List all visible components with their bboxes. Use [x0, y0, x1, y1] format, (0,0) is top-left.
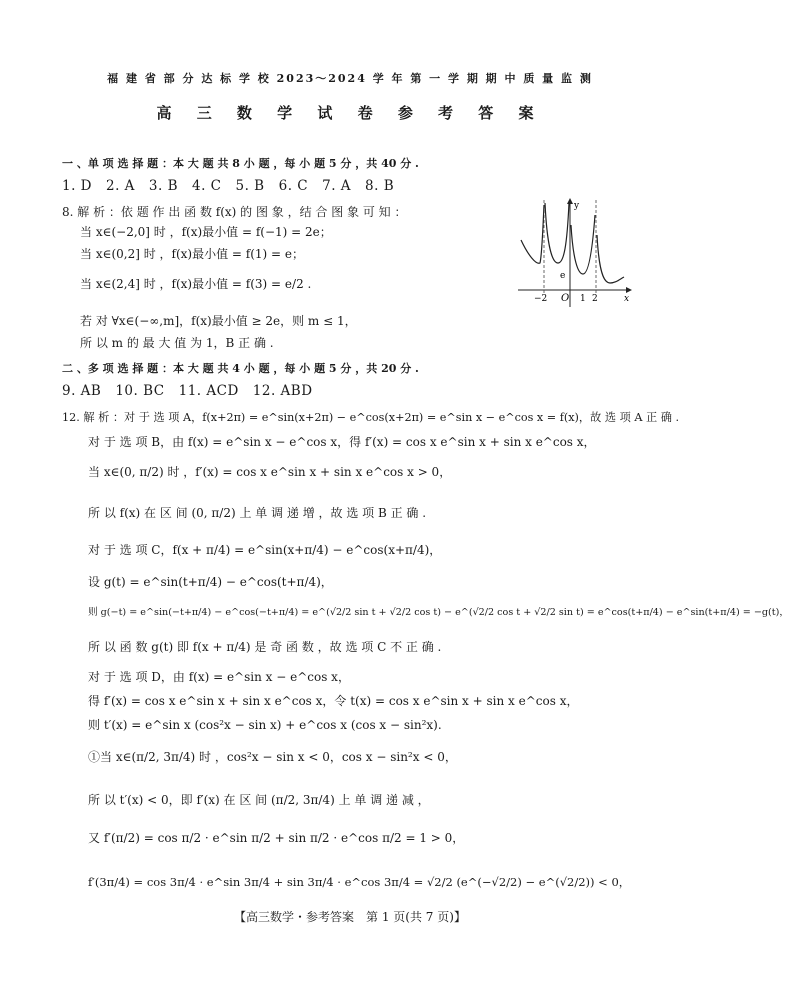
x-axis-arrow-icon: [626, 287, 632, 293]
q12-line-6: 设 g(t) = e^sin(t+π/4) − e^cos(t+π/4)，: [88, 575, 333, 589]
section-1-heading: 一 、单 项 选 择 题 ：本 大 题 共 8 小 题 ，每 小 题 5 分 ，共 40 分 .: [62, 157, 419, 170]
answers-9-12: 9. AB 10. BC 11. ACD 12. ABD: [62, 383, 313, 399]
q12-line-15: f′(3π/4) = cos 3π/4 · e^sin 3π/4 + sin 3π/4 · e^cos 3π/4 = √2/2 (e^(−√2/2) − e^(√2/2)) < 0，: [88, 875, 631, 889]
q8-line-5: 若 对 ∀x∈(−∞,m]，f(x)最小值 ≥ 2e，则 m ≤ 1，: [80, 314, 357, 328]
q12-line-5: 对 于 选 项 C，f(x + π/4) = e^sin(x+π/4) − e^cos(x+π/4)，: [88, 543, 442, 557]
section-2-heading: 二 、多 项 选 择 题 ：本 大 题 共 4 小 题 ，每 小 题 5 分 ，共 20 分 .: [62, 362, 419, 375]
curve-segment-4: [597, 235, 624, 283]
q12-line-12: ①当 x∈(π/2, 3π/4) 时 ，cos²x − sin x < 0，cos x − sin²x < 0，: [88, 750, 457, 764]
q12-line-11: 则 t′(x) = e^sin x (cos²x − sin x) + e^cos x (cos x − sin²x).: [88, 718, 442, 732]
graph-tick-minus-2: −2: [534, 294, 548, 304]
q8-line-6: 所 以 m 的 最 大 值 为 1，B 正 确 .: [80, 336, 274, 350]
exam-header: 福 建 省 部 分 达 标 学 校 2023～2024 学 年 第 一 学 期 期 中 质 量 监 测: [107, 72, 593, 85]
curve-segment-2: [545, 203, 569, 263]
graph-origin-label: O: [561, 293, 570, 304]
q12-line-8: 所 以 函 数 g(t) 即 f(x + π/4) 是 奇 函 数 ，故 选 项 C 不 正 确 .: [88, 640, 442, 654]
q12-line-2: 对 于 选 项 B，由 f(x) = e^sin x − e^cos x，得 f′(x) = cos x e^sin x + sin x e^cos x，: [88, 435, 596, 449]
q12-line-7: 则 g(−t) = e^sin(−t+π/4) − e^cos(−t+π/4) = e^(√2/2 sin t + √2/2 cos t) − e^(√2/2 cos t + √2/2 sin t) = e^cos(t+π/4) − e^sin(t+π/4) = −g(t)，: [88, 607, 789, 618]
q12-line-4: 所 以 f(x) 在 区 间 (0, π/2) 上 单 调 递 增 ，故 选 项 B 正 确 .: [88, 506, 427, 520]
graph-y-label: y: [574, 201, 580, 211]
y-axis-arrow-icon: [567, 198, 573, 204]
q8-line-4: 当 x∈(2,4] 时 ，f(x)最小值 = f(3) = e/2 .: [80, 277, 312, 291]
graph-x-label: x: [624, 294, 630, 304]
q8-line-1: 8. 解 析 ：依 题 作 出 函 数 f(x) 的 图 象 ，结 合 图 象 可 知 ：: [62, 205, 407, 219]
graph-e-label: e: [560, 271, 566, 281]
page-title: 高 三 数 学 试 卷 参 考 答 案: [156, 104, 544, 122]
function-graph: [516, 195, 634, 310]
q8-line-2: 当 x∈(−2,0] 时 ，f(x)最小值 = f(−1) = 2e；: [80, 225, 332, 239]
q12-line-9: 对 于 选 项 D，由 f(x) = e^sin x − e^cos x，: [88, 670, 350, 684]
q12-line-14: 又 f′(π/2) = cos π/2 · e^sin π/2 + sin π/2 · e^cos π/2 = 1 > 0，: [88, 831, 465, 845]
curve-segment-3: [571, 215, 595, 274]
q8-line-3: 当 x∈(0,2] 时 ，f(x)最小值 = f(1) = e；: [80, 247, 305, 261]
q12-line-3: 当 x∈(0, π/2) 时 ，f′(x) = cos x e^sin x + sin x e^cos x > 0，: [88, 465, 452, 479]
q12-line-10: 得 f′(x) = cos x e^sin x + sin x e^cos x，令 t(x) = cos x e^sin x + sin x e^cos x，: [88, 694, 579, 708]
q12-line-13: 所 以 t′(x) < 0，即 f′(x) 在 区 间 (π/2, 3π/4) 上 单 调 递 减 ，: [88, 793, 430, 807]
page-footer: 【高三数学・参考答案 第 1 页(共 7 页)】: [234, 910, 466, 924]
graph-tick-2: 2: [592, 294, 598, 304]
graph-tick-1: 1: [580, 294, 586, 304]
answers-1-8: 1. D 2. A 3. B 4. C 5. B 6. C 7. A 8. B: [62, 178, 395, 194]
curve-segment-1: [521, 205, 544, 263]
q12-line-1: 12. 解 析 ：对 于 选 项 A，f(x+2π) = e^sin(x+2π) − e^cos(x+2π) = e^sin x − e^cos x = f(x)，故 选 项 A 正 确 .: [62, 411, 680, 424]
